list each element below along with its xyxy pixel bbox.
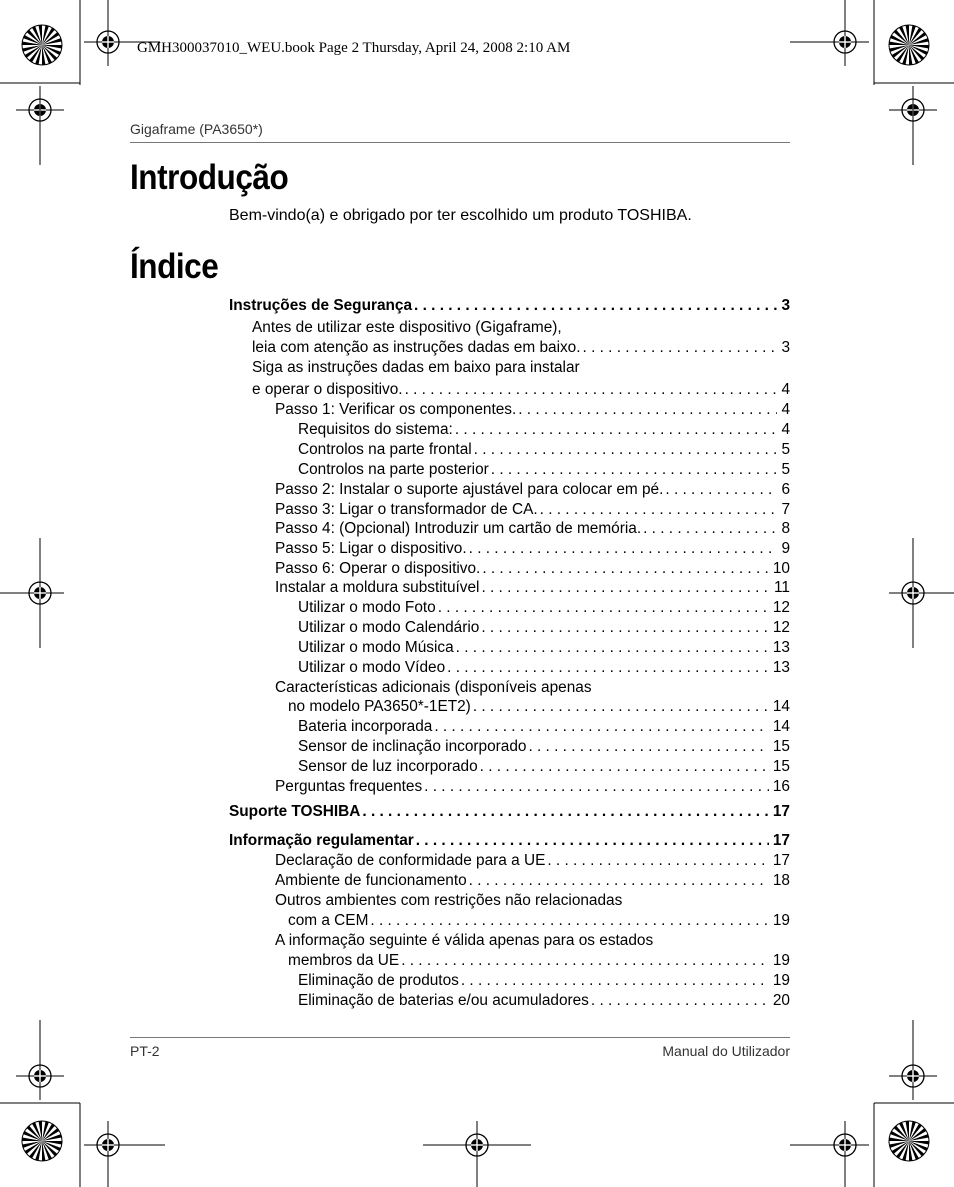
toc-entry-title: no modelo PA3650*-1ET2) <box>288 698 471 715</box>
toc-entry[interactable] <box>298 717 790 737</box>
toc-entry[interactable] <box>275 777 790 797</box>
toc-page-number: 17 <box>772 832 790 849</box>
toc-page-number: 3 <box>781 339 790 356</box>
toc-entry-title: Passo 4: (Opcional) Introduzir um cartão de memória. <box>275 520 642 537</box>
color-star-target-icon <box>889 25 929 65</box>
toc-page-number: 8 <box>781 520 790 537</box>
toc-leader-dots <box>403 380 778 400</box>
toc-entry-title: Informação regulamentar <box>229 832 414 849</box>
toc-leader-dots <box>589 991 769 1011</box>
toc-entry-title: Passo 6: Operar o dispositivo. <box>275 560 481 577</box>
page-number: PT-2 <box>130 1043 160 1059</box>
toc-page-number: 13 <box>772 639 790 656</box>
toc-leader-dots <box>545 851 769 871</box>
toc-page-number: 13 <box>772 659 790 676</box>
running-head: Gigaframe (PA3650*) <box>130 121 263 137</box>
toc-entry[interactable] <box>298 618 790 638</box>
toc-leader-dots <box>453 420 778 440</box>
toc-entry-title: membros da UE <box>288 952 400 969</box>
toc-entry[interactable] <box>275 480 790 500</box>
toc-entry-title: Outros ambientes com restrições não relacionadas <box>275 892 623 909</box>
toc-leader-dots <box>538 500 778 520</box>
toc-page-number: 6 <box>781 481 790 498</box>
toc-entry[interactable] <box>252 380 790 400</box>
toc-entry-continued <box>252 318 790 338</box>
toc-page-number: 17 <box>772 852 790 869</box>
toc-leader-dots <box>526 737 768 757</box>
index-title: Índice <box>130 247 219 286</box>
toc-page-number: 19 <box>772 912 790 929</box>
toc-entry[interactable] <box>298 991 790 1011</box>
toc-page-number: 3 <box>781 297 790 314</box>
toc-leader-dots <box>489 460 778 480</box>
toc-leader-dots <box>454 638 769 658</box>
toc-entry-title: A informação seguinte é válida apenas para os estados <box>275 932 654 949</box>
toc-entry-title: Suporte TOSHIBA <box>229 803 361 820</box>
toc-entry-title: Controlos na parte frontal <box>298 441 472 458</box>
toc-leader-dots <box>472 440 778 460</box>
toc-entry[interactable] <box>275 500 790 520</box>
toc-entry[interactable] <box>298 598 790 618</box>
toc-entry-title: Características adicionais (disponíveis apenas <box>275 679 592 696</box>
toc-entry[interactable] <box>298 737 790 757</box>
toc-entry-title: Sensor de inclinação incorporado <box>298 738 527 755</box>
toc-entry-title: Requisitos do sistema: <box>298 421 453 438</box>
toc-entry-title: com a CEM <box>288 912 369 929</box>
toc-leader-dots <box>479 618 769 638</box>
toc-leader-dots <box>368 911 768 931</box>
toc-leader-dots <box>480 559 769 579</box>
toc-entry-title: Antes de utilizar este dispositivo (Gigaframe), <box>252 319 562 336</box>
toc-entry-continued <box>275 931 790 951</box>
toc-entry[interactable] <box>275 578 790 598</box>
registration-target-icon <box>84 18 132 66</box>
toc-leader-dots <box>663 480 777 500</box>
color-star-target-icon <box>889 1121 929 1161</box>
toc-page-number: 9 <box>781 540 790 557</box>
toc-page-number: 11 <box>774 579 790 596</box>
registration-target-icon <box>821 1121 869 1169</box>
registration-target-icon <box>453 1121 501 1169</box>
toc-page-number: 19 <box>772 952 790 969</box>
toc-entry[interactable] <box>298 971 790 991</box>
toc-entry[interactable] <box>229 831 790 851</box>
toc-entry[interactable] <box>288 951 790 971</box>
toc-entry[interactable] <box>229 802 790 822</box>
toc-leader-dots <box>479 578 770 598</box>
toc-entry-title: Declaração de conformidade para a UE <box>275 852 546 869</box>
toc-entry[interactable] <box>275 559 790 579</box>
toc-page-number: 15 <box>772 758 790 775</box>
toc-entry-continued <box>252 358 790 378</box>
toc-leader-dots <box>467 871 769 891</box>
toc-page-number: 4 <box>781 421 790 438</box>
toc-page-number: 18 <box>772 872 790 889</box>
toc-page-number: 4 <box>781 401 790 418</box>
registration-target-icon <box>16 569 64 617</box>
toc-entry-title: Sensor de luz incorporado <box>298 758 478 775</box>
color-star-target-icon <box>22 1121 62 1161</box>
toc-entry[interactable] <box>298 757 790 777</box>
toc-leader-dots <box>471 697 769 717</box>
toc-entry-title: Utilizar o modo Calendário <box>298 619 480 636</box>
toc-page-number: 12 <box>772 619 790 636</box>
toc-leader-dots <box>422 777 769 797</box>
toc-leader-dots <box>467 539 778 559</box>
toc-leader-dots <box>436 598 769 618</box>
toc-page-number: 16 <box>772 778 790 795</box>
manual-name: Manual do Utilizador <box>662 1043 790 1059</box>
toc-entry-title: Utilizar o modo Foto <box>298 599 436 616</box>
toc-entry[interactable] <box>275 851 790 871</box>
toc-page-number: 20 <box>772 992 790 1009</box>
toc-page-number: 19 <box>772 972 790 989</box>
toc-page-number: 15 <box>772 738 790 755</box>
intro-text: Bem-vindo(a) e obrigado por ter escolhido um produto TOSHIBA. <box>229 207 692 224</box>
toc-page-number: 7 <box>781 501 790 518</box>
toc-leader-dots <box>516 400 777 420</box>
intro-title: Introdução <box>130 158 289 197</box>
toc-entry[interactable] <box>275 519 790 539</box>
toc-page-number: 10 <box>772 560 790 577</box>
toc-entry[interactable] <box>288 911 790 931</box>
toc-page-number: 4 <box>781 381 790 398</box>
toc-entry-continued <box>275 678 790 698</box>
toc-leader-dots <box>641 519 777 539</box>
toc-leader-dots <box>478 757 769 777</box>
toc-leader-dots <box>459 971 769 991</box>
toc-page-number: 14 <box>772 718 790 735</box>
toc-entry-title: Utilizar o modo Música <box>298 639 454 656</box>
toc-entry-title: Passo 5: Ligar o dispositivo. <box>275 540 467 557</box>
registration-target-icon <box>821 18 869 66</box>
toc-entry-continued <box>275 891 790 911</box>
toc-entry[interactable] <box>298 460 790 480</box>
toc-page-number: 5 <box>781 441 790 458</box>
toc-entry[interactable] <box>229 296 790 316</box>
toc-leader-dots <box>432 717 769 737</box>
toc-entry[interactable] <box>288 697 790 717</box>
toc-entry-title: Instruções de Segurança <box>229 297 413 314</box>
toc-entry[interactable] <box>275 400 790 420</box>
toc-entry-title: Utilizar o modo Vídeo <box>298 659 446 676</box>
toc-leader-dots <box>445 658 769 678</box>
toc-page-number: 14 <box>772 698 790 715</box>
toc-entry-title: Instalar a moldura substituível <box>275 579 480 596</box>
toc-page-number: 12 <box>772 599 790 616</box>
toc-entry[interactable] <box>298 658 790 678</box>
toc-entry-title: Siga as instruções dadas em baixo para instalar <box>252 359 580 376</box>
toc-entry-title: Controlos na parte posterior <box>298 461 489 478</box>
print-slug: GMH300037010_WEU.book Page 2 Thursday, April 24, 2008 2:10 AM <box>137 40 571 56</box>
header-rule <box>130 142 790 143</box>
toc-entry-title: leia com atenção as instruções dadas em baixo. <box>252 339 581 356</box>
toc-entry-title: Passo 1: Verificar os componentes. <box>275 401 517 418</box>
registration-target-icon <box>889 1052 937 1100</box>
toc-entry-title: e operar o dispositivo. <box>252 381 403 398</box>
toc-page-number: 5 <box>781 461 790 478</box>
registration-target-icon <box>16 1052 64 1100</box>
toc-entry-title: Eliminação de produtos <box>298 972 459 989</box>
toc-entry[interactable] <box>275 871 790 891</box>
toc-entry-title: Eliminação de baterias e/ou acumuladores <box>298 992 589 1009</box>
toc-entry[interactable] <box>252 338 790 358</box>
toc-leader-dots <box>581 338 778 358</box>
toc-page-number: 17 <box>772 803 790 820</box>
toc-entry[interactable] <box>298 638 790 658</box>
registration-target-icon <box>84 1121 132 1169</box>
toc-leader-dots <box>412 296 777 316</box>
toc-entry-title: Passo 2: Instalar o suporte ajustável para colocar em pé. <box>275 481 664 498</box>
toc-entry[interactable] <box>298 420 790 440</box>
footer-rule <box>130 1037 790 1038</box>
toc-entry-title: Passo 3: Ligar o transformador de CA. <box>275 501 538 518</box>
toc-leader-dots <box>414 831 769 851</box>
toc-entry-title: Ambiente de funcionamento <box>275 872 467 889</box>
color-star-target-icon <box>22 25 62 65</box>
toc-entry[interactable] <box>298 440 790 460</box>
toc-entry-title: Bateria incorporada <box>298 718 433 735</box>
toc-entry[interactable] <box>275 539 790 559</box>
toc-entry-title: Perguntas frequentes <box>275 778 423 795</box>
toc-leader-dots <box>360 802 768 822</box>
registration-target-icon <box>889 569 937 617</box>
toc-leader-dots <box>399 951 769 971</box>
